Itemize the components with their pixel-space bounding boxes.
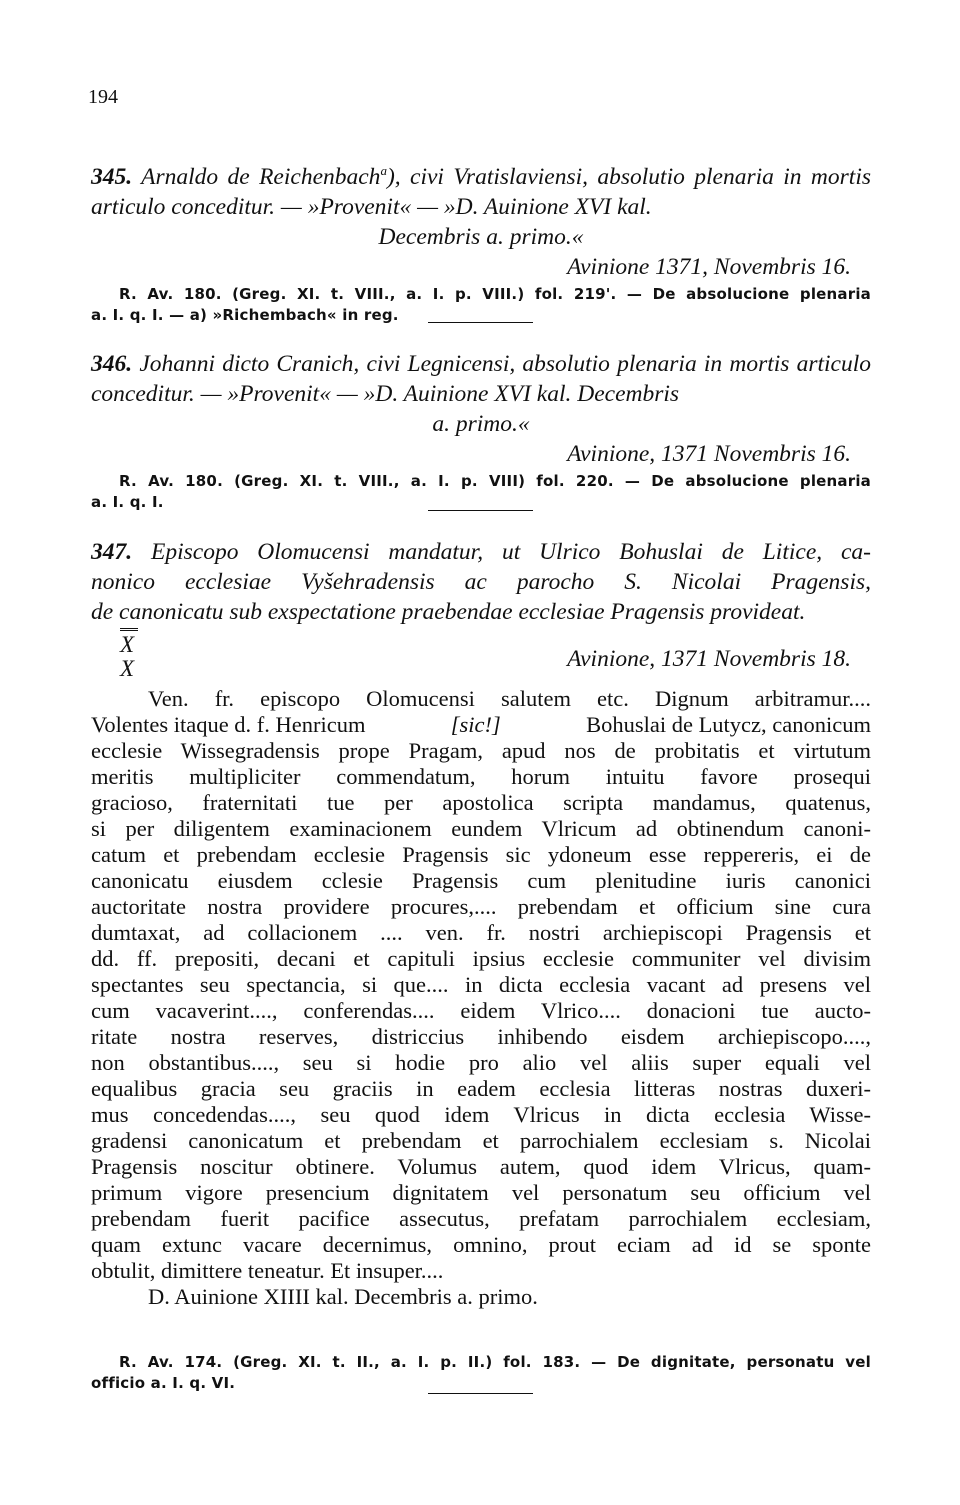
body-line: si per diligentem examinacionem eundem Vlricum ad obtinendum canoni- (91, 816, 871, 841)
body-line (91, 712, 871, 738)
sic-annotation: [sic!] (450, 712, 501, 737)
archival-note-line: R. Av. 180. (Greg. XI. t. VIII., a. I. p. VIII.) fol. 219'. — De absolucione plenaria (119, 284, 871, 303)
register-mark: X (120, 632, 135, 657)
entry-347-date (91, 644, 871, 674)
archival-note-line: R. Av. 174. (Greg. XI. t. II., a. I. p. II.) fol. 183. — De dignitate, personatu vel (119, 1353, 871, 1371)
body-line: cum vacaverint...., conferendas.... eidem Vlrico.... donacioni tue aucto- (91, 998, 871, 1023)
body-line: Ven. fr. episcopo Olomucensi salutem etc. Dignum arbitramur.... (148, 686, 871, 711)
body-line: primum vigore presencium dignitatem vel personatum seu officium vel (91, 1180, 871, 1205)
body-line: dumtaxat, ad collacionem .... ven. fr. nostri archiepiscopi Pragensis et (91, 920, 871, 945)
entry-heading (91, 537, 871, 567)
body-line: prebendam fuerit pacifice assecutus, prefatam parrochialem ecclesiam, (91, 1206, 871, 1231)
archival-note-line: a. I. q. I. (91, 493, 164, 511)
section-divider (428, 510, 533, 511)
body-line: mus concedendas...., seu quod idem Vlricus in dicta ecclesia Wisse- (91, 1102, 871, 1127)
body-line: ritate nostra reserves, districcius inhibendo eisdem archiepiscopo...., (91, 1024, 871, 1049)
entry-heading (91, 156, 871, 222)
entry-date: Avinione, 1371 Novembris 18. (567, 646, 851, 672)
entry-heading-text: Episcopo Olomucensi mandatur, ut Ulrico Bohuslai de Litice, ca- (150, 539, 871, 565)
entry-heading-line: nonico ecclesiae Vyšehradensis ac parocho S. Nicolai Pragensis, (91, 569, 871, 595)
footnote-marker: a (380, 163, 387, 178)
body-line: non obstantibus...., seu si hodie pro alio vel aliis super equali vel (91, 1050, 871, 1075)
body-line: quam extunc vacare decernimus, omnino, prout eciam ad id se sponte (91, 1232, 871, 1257)
entry-date: Avinione 1371, Novembris 16. (567, 253, 851, 280)
entry-heading-text: Arnaldo de Reichenbach (141, 163, 381, 190)
entry-heading-line: de canonicatu sub exspectatione praebendae ecclesiae Pragensis provideat. (91, 599, 806, 625)
entry-347-note (91, 1352, 871, 1394)
entry-number: 345. (91, 163, 133, 190)
body-line: equalibus gracia seu graciis in eadem ecclesia litteras nostras duxeri- (91, 1076, 871, 1101)
entry-heading (91, 349, 871, 409)
register-mark: X (120, 656, 135, 681)
entry-date: Avinione, 1371 Novembris 16. (567, 441, 851, 467)
body-line: canonicatu eiusdem cclesie Pragensis cum plenitudine iuris canonici (91, 868, 871, 893)
entry-number: 347. (91, 539, 133, 565)
body-line: dd. ff. prepositi, decani et capituli ipsius ecclesie communiter vel divisim (91, 946, 871, 971)
body-line: obtulit, dimittere teneatur. Et insuper.... (91, 1258, 444, 1283)
body-text: Volentes itaque d. f. Henricum (91, 712, 366, 737)
body-line: gradensi canonicatum et prebendam et parrochialem ecclesiam s. Nicolai (91, 1128, 871, 1153)
entry-heading-rest: ), civi Vratislaviensi, absolutio plenaria in mortis articulo conceditur. — »Provenit« — »D. Auinione XVI kal. (91, 163, 872, 220)
entry-345 (91, 156, 871, 326)
body-text: Bohuslai de Lutycz, canonicum (586, 712, 871, 737)
entry-heading-text: Johanni dicto Cranich, civi Legnicensi, absolutio plenaria in mortis articulo conceditur. — »Provenit« — »D. Auinione XVI kal. Decembris (91, 351, 872, 407)
archival-note-line: a. I. q. I. — a) »Richembach« in reg. (91, 305, 399, 324)
body-line: spectantes seu spectancia, si que.... in dicta ecclesia vacant ad presens vel (91, 972, 871, 997)
entry-number: 346. (91, 351, 133, 377)
entry-347 (91, 537, 871, 627)
overline (120, 630, 138, 631)
body-line: catum et prebendam ecclesie Pragensis sic ydoneum esse reppereris, ei de (91, 842, 871, 867)
letter-body (91, 686, 871, 1310)
body-line: meritis multipliciter commendatum, horum intuitu favore prosequi (91, 764, 871, 789)
archival-note-line: R. Av. 180. (Greg. XI. t. VIII., a. I. p. VIII) fol. 220. — De absolucione plenaria (119, 472, 871, 490)
body-line: Pragensis noscitur obtinere. Volumus autem, quod idem Vlricus, quam- (91, 1154, 871, 1179)
entry-heading-center: a. primo.« (432, 411, 530, 437)
archival-note-line: officio a. I. q. VI. (91, 1374, 236, 1392)
section-divider (428, 322, 533, 323)
body-line: gracioso, fraternitati tue per apostolica scripta mandamus, quatenus, (91, 790, 871, 815)
body-line: D. Auinione XIIII kal. Decembris a. primo. (148, 1284, 538, 1309)
body-line: auctoritate nostra providere procures,.... prebendam et officium sine cura (91, 894, 871, 919)
entry-346 (91, 349, 871, 513)
entry-heading-center: Decembris a. primo.« (378, 223, 584, 250)
body-line: ecclesie Wissegradensis prope Pragam, apud nos de probitatis et virtutum (91, 738, 871, 763)
page-number: 194 (88, 86, 118, 108)
section-divider (428, 1393, 533, 1394)
overline (120, 628, 138, 629)
